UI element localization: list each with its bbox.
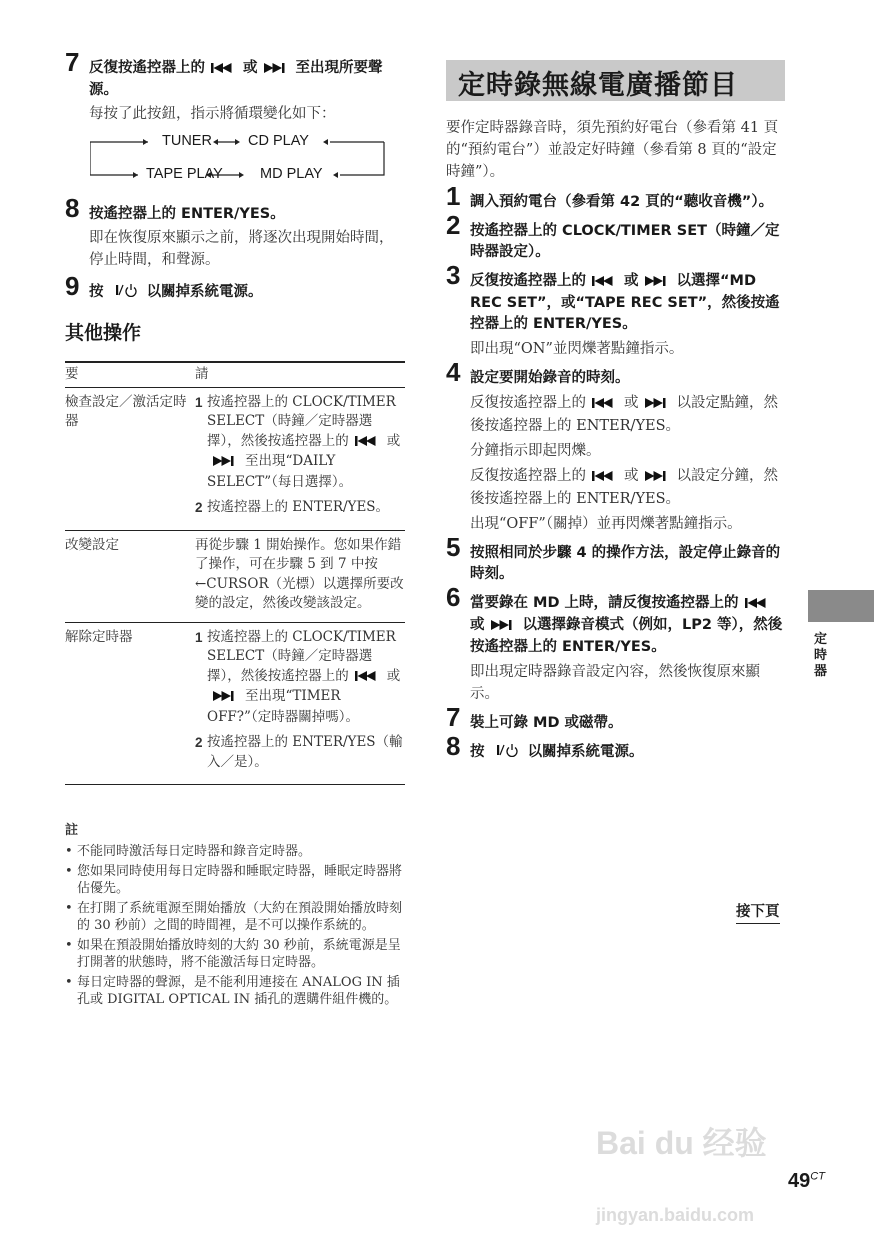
procedure-item (195, 628, 405, 728)
next-track-icon (491, 616, 517, 637)
continued-next-page: 接下頁 (736, 900, 780, 924)
item-text (207, 499, 389, 515)
next-track-icon (213, 453, 239, 473)
item-text (195, 537, 404, 612)
step-text (470, 742, 786, 764)
power-icon (115, 283, 141, 304)
step-subtext (470, 661, 786, 705)
step-9 (65, 271, 395, 304)
action-cell: 解除定時器 (65, 622, 195, 785)
step-number: 1 (446, 181, 461, 211)
note-item: • 不能同時激活每日定時器和錄音定時器。 (65, 843, 405, 860)
page-suffix: CT (810, 1170, 825, 1183)
procedure-cell (195, 387, 405, 530)
step-number: 4 (446, 357, 461, 387)
text-run: 按遙控器上的 CLOCK/TIMER SELECT（時鐘／定時器選擇），然後按遙控器上的 (207, 393, 396, 449)
text-run: 當要錄在 MD 上時，請反復按遙控器上的 (470, 595, 739, 611)
table-row (65, 387, 405, 530)
step-text (470, 192, 786, 213)
item-number: 2 (195, 735, 203, 750)
text-run: 或 (243, 60, 258, 76)
operations-table (65, 361, 405, 785)
text-run: 以選擇“MD REC SET”，或“TAPE REC SET”，然後按遙控器上的 ENTER/YES。 (470, 273, 780, 332)
cycle-arrows (90, 133, 386, 183)
text-run: 反復按遙控器上的 (470, 395, 586, 411)
step-number: 3 (446, 260, 461, 290)
text-run: 即出現“ON”並閃爍著點鐘指示。 (470, 341, 684, 357)
action-cell: 檢查設定／激活定時器 (65, 387, 195, 530)
text-run: 裝上可錄 MD 或磁帶。 (470, 715, 623, 731)
next-track-icon (264, 59, 290, 80)
text-run: 至出現所要聲源。 (89, 60, 383, 98)
text-run: 按遙控器上的 ENTER/YES。 (89, 206, 285, 222)
step-subtext: 即在恢復原來顯示之前，將逐次出現開始時間，停止時間，和聲源。 (89, 230, 394, 268)
procedure-item (195, 393, 405, 493)
text-run: 按 (470, 744, 490, 760)
text-run: 分鐘指示即起閃爍。 (470, 443, 601, 459)
text-run: 即出現定時器錄音設定內容，然後恢復原來顯示。 (470, 664, 760, 702)
tape-play-label: TAPE PLAY (146, 166, 223, 182)
step-text (89, 58, 410, 101)
step-subtext (470, 338, 786, 360)
side-tab-marker (808, 590, 874, 622)
text-run: 以設定分鐘，然後按遙控器上的 ENTER/YES。 (470, 468, 778, 507)
step-7 (65, 47, 410, 125)
text-run: 至出現“DAILY SELECT”（每日選擇）。 (207, 453, 353, 490)
step-subtext (470, 465, 786, 510)
text-run: 調入預約電台（參看第 42 頁的“聽收音機”）。 (470, 194, 774, 210)
text-run: 出現“OFF”（關掉）並再閃爍著點鐘指示。 (470, 516, 742, 532)
text-run: 以選擇錄音模式（例如，LP2 等），然後按遙控器上的 ENTER/YES。 (470, 617, 783, 655)
right-steps (446, 181, 786, 772)
procedure-item (195, 498, 405, 518)
step-text (470, 713, 786, 734)
text-run: 至出現“TIMER OFF?”（定時器關掉嗎）。 (207, 688, 359, 725)
md-play-label: MD PLAY (260, 166, 323, 182)
note-item: • 每日定時器的聲源，是不能利用連接在 ANALOG IN 插孔或 DIGITAL OPTICAL IN 插孔的選購件組件機的。 (65, 974, 405, 1008)
step-1 (446, 181, 786, 213)
step-number: 2 (446, 210, 461, 240)
section-title-box (446, 60, 785, 101)
item-number: 1 (195, 394, 203, 410)
item-text (207, 734, 403, 770)
step-text (470, 271, 786, 335)
item-number: 1 (195, 629, 203, 645)
next-track-icon (645, 272, 671, 293)
page-number-value: 49 (788, 1170, 811, 1192)
step-subtext (470, 440, 786, 462)
note-item: • 如果在預設開始播放時刻的大約 30 秒前，系統電源是呈打開著的狀態時，將不能激活每日定時器。 (65, 937, 405, 971)
item-text (207, 629, 400, 725)
text-run: 或 (386, 432, 401, 449)
step-body (470, 543, 786, 585)
text-run: 反復按遙控器上的 (470, 273, 586, 289)
procedure-cell (195, 622, 405, 785)
prev-track-icon (211, 59, 237, 80)
step-number: 6 (446, 582, 461, 612)
item-text (207, 394, 400, 490)
step-subtext (470, 513, 786, 535)
note-item: • 在打開了系統電源至開始播放（大約在預設開始播放時刻的 30 秒前）之間的時間裡，是不可以操作系統的。 (65, 900, 405, 934)
item-number: 2 (195, 500, 203, 515)
prev-track-icon (592, 393, 618, 415)
step-6 (446, 582, 786, 705)
step-text (470, 221, 786, 263)
procedure-cell (195, 530, 405, 622)
step-number: 7 (65, 47, 80, 77)
step-8 (446, 731, 786, 764)
text-run: 或 (386, 667, 401, 684)
step-subtext: 每按了此按鈕，指示將循環變化如下： (89, 106, 336, 122)
power-icon (496, 743, 522, 764)
text-run: 或 (624, 468, 639, 484)
text-run: 按遙控器上的 CLOCK/TIMER SELECT（時鐘／定時器選擇），然後按遙控器上的 (207, 628, 396, 684)
notes-title: 註 (65, 823, 79, 838)
step-3 (446, 260, 786, 360)
text-run: 以關掉系統電源。 (146, 284, 263, 300)
column-header-action: 要 (65, 362, 195, 387)
step-body (470, 593, 786, 705)
step-number: 5 (446, 532, 461, 562)
text-run: 反復按遙控器上的 (470, 468, 586, 484)
next-track-icon (213, 688, 239, 708)
prev-track-icon (592, 272, 618, 293)
text-run: 再從步驟 1 開始操作。您如果作錯了操作，可在步驟 5 到 7 中按 ←CURSOR（光標）以選擇所要改變的設定，然後改變該設定。 (195, 536, 404, 611)
step-body (470, 713, 786, 734)
step-7 (446, 702, 786, 734)
watermark-url: jingyan.baidu.com (596, 1205, 755, 1225)
step-body (470, 271, 786, 360)
table-row (65, 530, 405, 622)
note-item: • 您如果同時使用每日定時器和睡眠定時器，睡眠定時器將佔優先。 (65, 863, 405, 897)
action-cell: 改變設定 (65, 530, 195, 622)
prev-track-icon (745, 594, 771, 615)
procedure-item (195, 733, 405, 772)
tuner-label: TUNER (162, 133, 212, 149)
step-8 (65, 193, 395, 271)
step-4 (446, 357, 786, 535)
step-2 (446, 210, 786, 263)
text-run: 或 (470, 617, 485, 633)
text-run: 按 (89, 284, 109, 300)
table-row (65, 622, 405, 785)
step-body (470, 221, 786, 263)
intro-text: 要作定時器錄音時，須先預約好電台（參看第 41 頁的“預約電台”）並設定好時鐘（參看第 8 頁的“設定時鐘”）。 (446, 120, 779, 180)
step-text (470, 543, 786, 585)
source-cycle-diagram (90, 133, 386, 183)
section-title: 定時錄無線電廣播節目 (458, 70, 738, 101)
text-run: 以設定點鐘，然後按遙控器上的 ENTER/YES。 (470, 395, 778, 434)
step-text (89, 282, 395, 304)
next-track-icon (645, 393, 671, 415)
step-body (470, 192, 786, 213)
cd-play-label: CD PLAY (248, 133, 309, 149)
step-body (470, 368, 786, 535)
text-run: 按遙控器上的 ENTER/YES。 (207, 499, 390, 515)
step-5 (446, 532, 786, 585)
next-track-icon (645, 466, 671, 488)
step-text (470, 593, 786, 658)
other-operations-heading: 其他操作 (65, 322, 142, 344)
text-run: 或 (624, 395, 639, 411)
prev-track-icon (355, 433, 381, 453)
text-run: 按遙控器上的 ENTER/YES（輸入／是）。 (207, 734, 403, 770)
step-body (470, 742, 786, 764)
column-header-procedure: 請 (195, 362, 405, 387)
step-number: 8 (446, 731, 461, 761)
procedure-item (195, 536, 405, 614)
text-run: 或 (624, 273, 639, 289)
step-subtext (470, 392, 786, 437)
side-tab-label: 定時器 (814, 632, 828, 679)
text-run: 反復按遙控器上的 (89, 60, 205, 76)
prev-track-icon (355, 668, 381, 688)
step-number: 9 (65, 271, 80, 301)
text-run: 以關掉系統電源。 (527, 744, 644, 760)
text-run: 按照相同於步驟 4 的操作方法，設定停止錄音的時刻。 (470, 545, 781, 582)
prev-track-icon (592, 466, 618, 488)
notes (65, 822, 405, 1011)
text-run: 按遙控器上的 CLOCK/TIMER SET（時鐘／定時器設定）。 (470, 223, 780, 260)
page-number (788, 1170, 825, 1193)
text-run: 設定要開始錄音的時刻。 (470, 370, 630, 386)
step-number: 8 (65, 193, 80, 223)
watermark-logo: Bai du 经验 (596, 1125, 767, 1161)
step-text (89, 204, 395, 225)
step-number: 7 (446, 702, 461, 732)
step-text (470, 368, 786, 389)
